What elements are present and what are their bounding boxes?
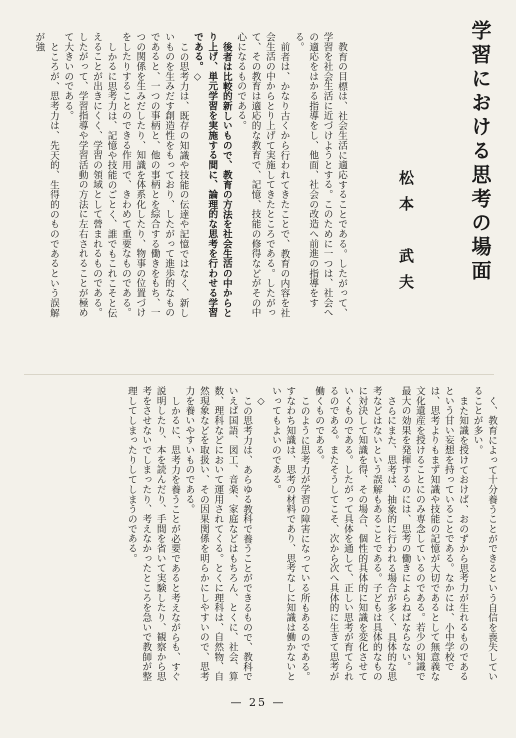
paragraph: しかるに思考力は、記憶や技能のごとく、誰でもこれこそと伝えることが出きにくく、学習の領域として營まれるものである。したがって、学習指導や学習活動の方法に左右されることが極めて大きいのである。 — [62, 32, 117, 318]
paragraph: しかるに、思考力を養うことが必要であると考えながらも、すぐ説明したり、本を読んだり、手間を省いて実験したり、観察から思考をさせないでしまったり、考えなかったところを急いで教師が整理してしまったりしてしまうのである。 — [125, 386, 181, 682]
title-block — [356, 20, 496, 320]
paragraph: このように思考力が学習の障害になっている所もあるのである。すなわち知識は、思考の材料であり、思考なしに知識は働かないといってもよいのである。 — [269, 386, 310, 682]
article-title: 学習における思考の場面 — [468, 20, 492, 284]
paragraph: 後者は比較的新しいもので、教育の方法を社会生活の中からとり上げ、単元学習を実施する間に、論理的な思考を行わせる学習である。◇ — [191, 32, 232, 318]
paragraph: 前者は、かなり古くから行われてきたことで、教育の内容を社会生活の中からとり上げて実施してきたところである。したがって、その教育は適応的な教育で、記憶、技能の修得などがその中心になるものである。 — [235, 32, 290, 318]
author-name: 松本 武夫 — [397, 170, 415, 300]
paragraph: 教育の目標は、社会生活に適応することである。したがって、学習を社会生活に近づけようとする。このために一つは、社会への適応をはかる指導をし、他面、社会の改造へ前進の指導をする。 — [292, 32, 347, 318]
paragraph: この思考力は、あらゆる教科で養うことができるもので、教科でいえば国語、図工、音楽、家庭などはもちろん、とくに、社会、算数、理科などにおいて運用されてくる。とくに理科は、自然物、自然現象などを取扱い、その因果関係を明らかにしやすいので、思考力を養いやすいものである。 — [183, 386, 253, 682]
paragraph: また知識を授けておけば、おのずから思考力が生れるものであるという甘い妄想を持っていることである。なかには、小中学校では、思考よりもまず知識や技能の記憶が大切であるとして無意義な文化遺産を授けることにのみ専念しているのである。若少の知識で最大の効果を発揮するのには、思考の働きによらねばならない。 — [399, 386, 469, 682]
paragraph: く、教育によって十分養うことができるという自信を喪失していることが多い。 — [471, 386, 497, 682]
paragraph: さらにまた、思考は、抽象的に行われる場合が多く、具体的な思考などはないという誤解もあることである。子どもは具体的なものに対決して知識を得、その場合、個性的具体的に知識を変化させていくものである。したがって具体を通して、正しい思考が育てられるのである。またそうしてこそ、次から次へ具体的に生きて思考が働くものである。 — [313, 386, 397, 682]
section-mark: ◇ — [255, 395, 267, 407]
paragraph: この思考力は、既存の知識や技能の伝達や記憶ではなく、新しいものを生みだす創造性をもっており、したがって進歩的なものであると、一つの事柄と、他の事柄とを綜合する働きをもち、一つの関係を生みだしたり、知識を体系化したり、物事の位置づけをしたりすることのできる作用で、きわめて重要なものである。 — [119, 32, 189, 318]
paragraph: ところが、思考力は、先天的、生得的のものであるという誤解が強 — [33, 32, 59, 318]
top-text-column — [20, 32, 348, 320]
page-number: — 25 — — [230, 696, 286, 709]
column-divider — [24, 374, 494, 375]
bottom-text-column — [20, 386, 498, 686]
